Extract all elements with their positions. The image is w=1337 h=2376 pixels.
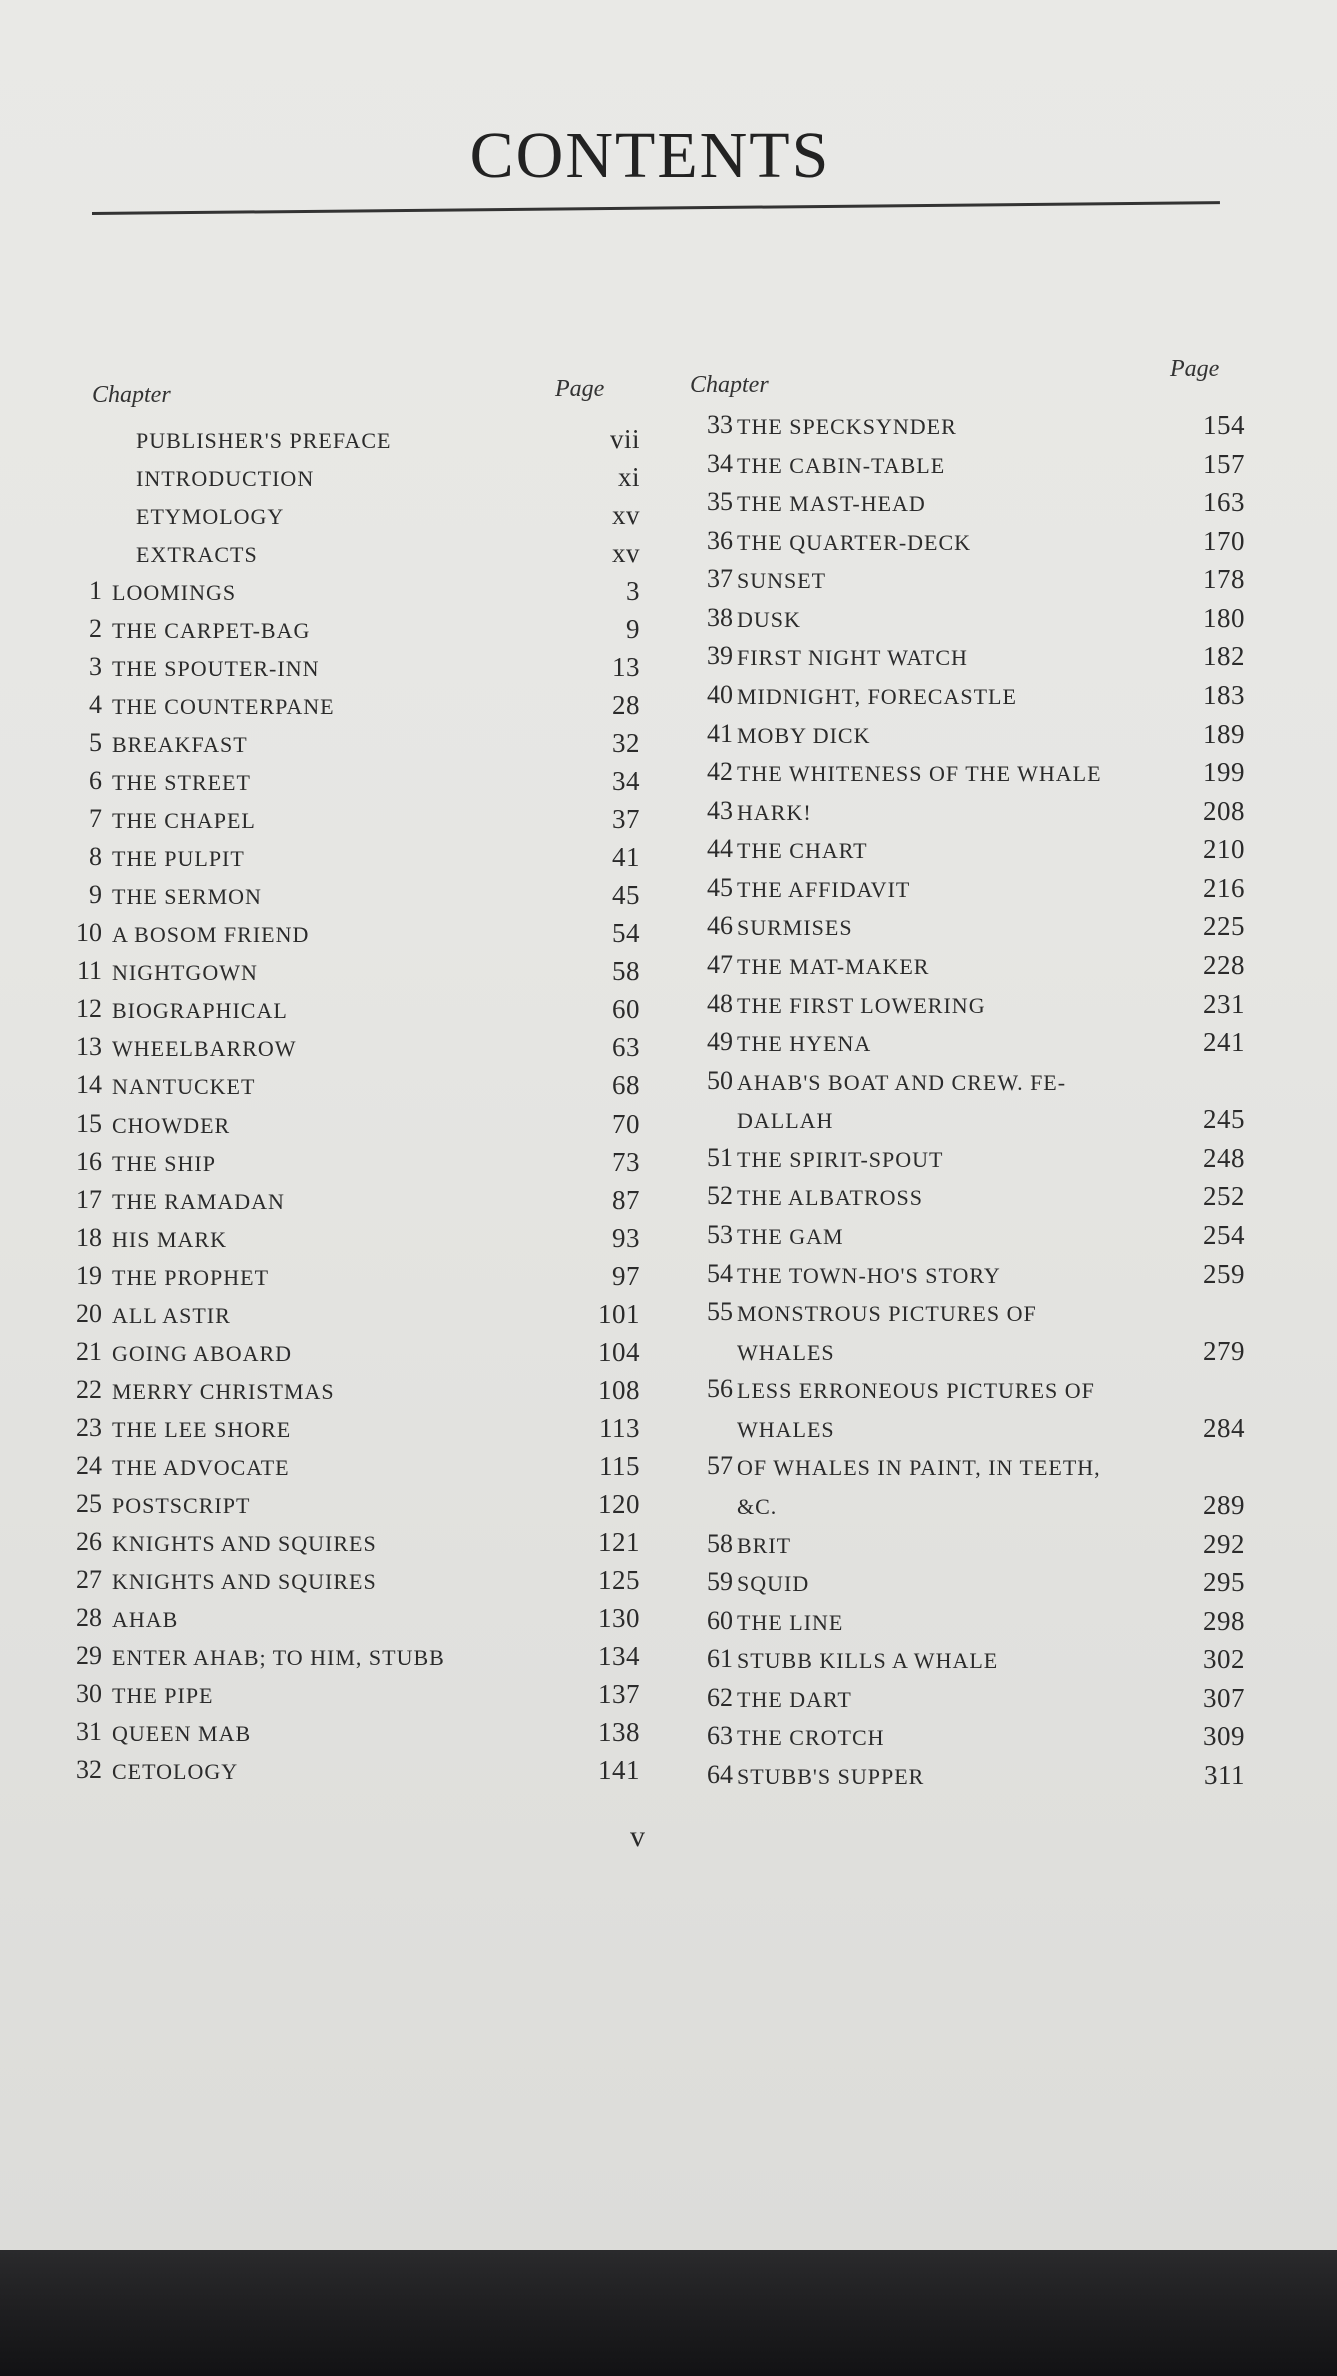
toc-entry <box>685 1143 1245 1179</box>
chapter-title: THE CHART <box>737 838 868 864</box>
page-number: xv <box>612 538 640 569</box>
chapter-title: BIOGRAPHICAL <box>112 998 288 1024</box>
chapter-number: 27 <box>76 1564 102 1594</box>
chapter-number: 14 <box>76 1070 102 1100</box>
page-number: 63 <box>612 1032 640 1063</box>
page-number: 115 <box>599 1450 640 1481</box>
page-number: 241 <box>1203 1027 1245 1058</box>
toc-entry <box>685 1413 1245 1449</box>
page-number: 104 <box>598 1336 640 1367</box>
chapter-title: OF WHALES IN PAINT, IN TEETH, <box>737 1455 1101 1481</box>
toc-entry <box>60 1337 640 1373</box>
chapter-number: 21 <box>76 1336 102 1366</box>
toc-entry <box>685 680 1245 716</box>
page-number: 182 <box>1203 641 1245 672</box>
toc-entry <box>60 728 640 764</box>
toc-entry <box>685 950 1245 986</box>
chapter-title: THE ADVOCATE <box>112 1454 290 1480</box>
chapter-number: 58 <box>707 1528 733 1558</box>
page-number: 134 <box>598 1640 640 1671</box>
chapter-title: CHOWDER <box>112 1112 231 1138</box>
chapter-number: 20 <box>76 1298 102 1328</box>
page-number: 68 <box>612 1070 640 1101</box>
toc-entry <box>685 487 1245 523</box>
chapter-number: 57 <box>707 1451 733 1481</box>
toc-entry <box>685 1644 1245 1680</box>
page-number: 137 <box>598 1678 640 1709</box>
page-header: Page <box>1170 356 1220 382</box>
chapter-number: 52 <box>707 1181 733 1211</box>
page-number: 154 <box>1203 410 1245 440</box>
page-number: 189 <box>1203 718 1245 749</box>
page-number: 228 <box>1203 950 1245 980</box>
toc-entry <box>685 603 1245 639</box>
page-number: 170 <box>1203 525 1245 556</box>
chapter-title: SQUID <box>737 1571 810 1597</box>
chapter-number: 39 <box>707 641 733 671</box>
chapter-number: 37 <box>707 564 733 594</box>
page-number: 157 <box>1203 448 1245 479</box>
page-number: 292 <box>1203 1528 1245 1559</box>
page-number: 28 <box>612 690 640 721</box>
toc-entry <box>60 1109 640 1145</box>
chapter-title: THE SERMON <box>112 884 262 910</box>
toc-entry <box>685 1181 1245 1217</box>
chapter-title: THE CARPET-BAG <box>112 618 311 644</box>
page-number: 41 <box>612 842 640 873</box>
chapter-number: 35 <box>707 487 733 517</box>
page-number: 93 <box>612 1222 640 1253</box>
toc-entry <box>685 796 1245 832</box>
toc-entry <box>60 1565 640 1601</box>
chapter-number: 46 <box>707 911 733 941</box>
page-number: 138 <box>598 1716 640 1747</box>
chapter-title: THE SPIRIT-SPOUT <box>737 1146 944 1172</box>
chapter-title: STUBB'S SUPPER <box>737 1764 925 1789</box>
chapter-number: 17 <box>76 1184 102 1214</box>
toc-entry <box>685 1104 1245 1140</box>
chapter-number: 43 <box>707 795 733 825</box>
page-number: xi <box>617 462 640 493</box>
chapter-title: CETOLOGY <box>112 1759 239 1784</box>
toc-entry <box>60 766 640 802</box>
chapter-number: 44 <box>707 834 733 864</box>
toc-entry <box>60 1679 640 1715</box>
chapter-title: THE WHITENESS OF THE WHALE <box>737 761 1102 787</box>
toc-entry <box>685 1297 1245 1333</box>
chapter-number: 26 <box>76 1526 102 1556</box>
page-number: 231 <box>1203 988 1245 1019</box>
chapter-title: THE STREET <box>112 770 251 796</box>
chapter-number: 60 <box>707 1605 733 1635</box>
page-number: 163 <box>1203 487 1245 518</box>
background-surface <box>0 2250 1337 2376</box>
toc-entry <box>60 956 640 992</box>
toc-entry <box>60 500 640 536</box>
chapter-number: 25 <box>76 1488 102 1518</box>
page-number: 252 <box>1203 1181 1245 1212</box>
page-number: 208 <box>1203 795 1245 826</box>
chapter-title: LOOMINGS <box>112 580 237 606</box>
chapter-number: 3 <box>89 652 102 682</box>
page-number: 259 <box>1203 1258 1245 1289</box>
toc-entry <box>685 1374 1245 1410</box>
chapter-number: 40 <box>707 680 733 709</box>
chapter-title: MERRY CHRISTMAS <box>112 1378 335 1404</box>
chapter-title: LESS ERRONEOUS PICTURES OF <box>737 1378 1095 1404</box>
chapter-number: 18 <box>76 1222 102 1252</box>
page-number: 279 <box>1203 1335 1245 1366</box>
chapter-number: 28 <box>76 1602 102 1632</box>
toc-entry <box>60 1261 640 1297</box>
toc-entry <box>60 1413 640 1449</box>
chapter-title: POSTSCRIPT <box>112 1492 251 1518</box>
chapter-number: 7 <box>89 804 102 834</box>
chapter-number: 11 <box>76 956 102 986</box>
chapter-title: THE COUNTERPANE <box>112 694 335 720</box>
toc-entry <box>60 994 640 1030</box>
toc-entry <box>60 1603 640 1639</box>
chapter-title: KNIGHTS AND SQUIRES <box>112 1530 377 1556</box>
toc-entry <box>685 873 1245 909</box>
toc-entry <box>685 911 1245 947</box>
chapter-number: 2 <box>89 614 102 644</box>
chapter-title: WHALES <box>737 1339 835 1365</box>
toc-entry <box>60 1185 640 1221</box>
chapter-title: DUSK <box>737 606 801 632</box>
page-header: Page <box>555 376 605 402</box>
page-number: vii <box>609 424 640 454</box>
chapter-title: THE MAST-HEAD <box>737 491 926 517</box>
chapter-title: BREAKFAST <box>112 732 248 758</box>
chapter-title: AHAB'S BOAT AND CREW. FE- <box>737 1069 1067 1095</box>
chapter-number: 34 <box>707 448 733 478</box>
chapter-title: THE MAT-MAKER <box>737 954 930 979</box>
chapter-number: 48 <box>707 988 733 1018</box>
page-number: 309 <box>1203 1721 1245 1752</box>
chapter-title: THE LEE SHORE <box>112 1416 292 1442</box>
toc-entry <box>685 757 1245 793</box>
chapter-number: 30 <box>76 1678 102 1708</box>
chapter-number: 9 <box>89 880 102 910</box>
chapter-title: EXTRACTS <box>136 542 258 568</box>
chapter-title: MONSTROUS PICTURES OF <box>737 1301 1037 1327</box>
chapter-number: 12 <box>76 994 102 1024</box>
page-number: 248 <box>1203 1142 1245 1173</box>
page-number: 307 <box>1203 1682 1245 1713</box>
toc-entry <box>60 842 640 878</box>
chapter-number: 36 <box>707 525 733 555</box>
chapter-title: THE PIPE <box>112 1682 214 1708</box>
chapter-number: 49 <box>707 1027 733 1057</box>
chapter-number: 45 <box>707 872 733 902</box>
chapter-number: 10 <box>76 918 102 948</box>
toc-entry <box>685 641 1245 677</box>
page-title: CONTENTS <box>469 119 831 192</box>
chapter-number: 24 <box>76 1450 102 1480</box>
chapter-title: WHALES <box>737 1416 835 1442</box>
chapter-title: THE LINE <box>737 1609 844 1635</box>
chapter-title: THE TOWN-HO'S STORY <box>737 1262 1001 1288</box>
chapter-title: THE GAM <box>737 1224 844 1249</box>
toc-entry <box>60 1299 640 1335</box>
chapter-number: 63 <box>707 1721 733 1751</box>
chapter-number: 54 <box>707 1258 733 1288</box>
page-number: 121 <box>598 1526 640 1557</box>
chapter-title: THE DART <box>737 1686 852 1712</box>
toc-entry <box>685 1490 1245 1526</box>
chapter-title: ETYMOLOGY <box>136 504 285 530</box>
chapter-number: 19 <box>76 1260 102 1290</box>
chapter-title: INTRODUCTION <box>136 466 315 492</box>
chapter-title: THE CROTCH <box>737 1725 885 1751</box>
toc-entry <box>60 1755 640 1791</box>
chapter-title: FIRST NIGHT WATCH <box>737 645 968 671</box>
chapter-title: BRIT <box>737 1532 792 1558</box>
chapter-title: WHEELBARROW <box>112 1036 297 1062</box>
toc-entry <box>685 410 1245 446</box>
page-number: 245 <box>1203 1104 1245 1135</box>
page-number: 73 <box>612 1146 640 1177</box>
toc-entry <box>685 1451 1245 1487</box>
page-number: 13 <box>612 652 640 683</box>
page-number: 210 <box>1203 834 1245 865</box>
page-number: 70 <box>612 1108 640 1139</box>
page-number: 58 <box>612 956 640 987</box>
page-number: 302 <box>1203 1644 1245 1675</box>
toc-entry <box>685 1027 1245 1063</box>
chapter-title: DALLAH <box>737 1108 834 1134</box>
toc-entry <box>60 918 640 954</box>
chapter-title: THE CHAPEL <box>112 808 256 834</box>
toc-entry <box>60 1223 640 1259</box>
page-number: 60 <box>612 994 640 1025</box>
page-number: 295 <box>1203 1567 1245 1598</box>
page-number: 183 <box>1203 680 1245 710</box>
chapter-header: Chapter <box>92 382 171 408</box>
chapter-number: 16 <box>76 1146 102 1176</box>
chapter-title: THE FIRST LOWERING <box>737 992 986 1018</box>
page-number: 284 <box>1203 1412 1245 1443</box>
toc-entry <box>685 1683 1245 1719</box>
page-number: 45 <box>612 880 640 911</box>
page-number: 225 <box>1203 911 1245 942</box>
page-number: 125 <box>598 1564 640 1595</box>
toc-entry <box>60 1717 640 1753</box>
toc-entry <box>685 719 1245 755</box>
page-number: 108 <box>598 1374 640 1405</box>
chapter-title: STUBB KILLS A WHALE <box>737 1648 999 1674</box>
chapter-title: NANTUCKET <box>112 1074 256 1100</box>
chapter-title: THE RAMADAN <box>112 1188 285 1214</box>
chapter-number: 56 <box>707 1374 733 1404</box>
toc-entry <box>60 1489 640 1525</box>
chapter-number: 62 <box>707 1682 733 1712</box>
toc-entry <box>60 1527 640 1563</box>
chapter-title: THE SPOUTER-INN <box>112 656 320 682</box>
chapter-title: HARK! <box>737 799 812 825</box>
page-number: 97 <box>612 1260 640 1291</box>
chapter-number: 42 <box>707 757 733 787</box>
page-number: 113 <box>599 1412 640 1443</box>
toc-entry <box>60 652 640 688</box>
chapter-title: THE PULPIT <box>112 846 245 872</box>
toc-entry <box>685 564 1245 600</box>
chapter-header: Chapter <box>690 372 769 398</box>
chapter-number: 13 <box>76 1032 102 1062</box>
page-folio: v <box>630 1820 645 1853</box>
chapter-title: THE SHIP <box>112 1150 216 1176</box>
toc-entry <box>60 1070 640 1106</box>
chapter-number: 32 <box>76 1755 102 1784</box>
page-number: 141 <box>598 1755 640 1785</box>
title-rule <box>92 201 1220 215</box>
toc-entry <box>60 424 640 460</box>
chapter-number: 64 <box>707 1760 733 1789</box>
chapter-title: QUEEN MAB <box>112 1720 252 1746</box>
chapter-number: 51 <box>707 1142 733 1172</box>
toc-entry <box>685 989 1245 1025</box>
chapter-number: 41 <box>707 718 733 748</box>
chapter-title: KNIGHTS AND SQUIRES <box>112 1568 377 1594</box>
toc-entry <box>685 1066 1245 1102</box>
toc-entry <box>60 1375 640 1411</box>
chapter-title: THE PROPHET <box>112 1264 270 1290</box>
toc-entry <box>685 449 1245 485</box>
chapter-number: 31 <box>76 1716 102 1746</box>
toc-entry <box>60 1147 640 1183</box>
page-number: 101 <box>598 1298 640 1329</box>
toc-entry <box>60 804 640 840</box>
toc-entry <box>60 614 640 650</box>
page-number: 254 <box>1203 1220 1245 1250</box>
chapter-number: 61 <box>707 1644 733 1674</box>
toc-entry <box>60 538 640 574</box>
page-number: 34 <box>612 766 640 797</box>
chapter-title: THE HYENA <box>737 1031 872 1057</box>
chapter-title: THE CABIN-TABLE <box>737 452 946 478</box>
chapter-title: NIGHTGOWN <box>112 960 258 986</box>
chapter-title: GOING ABOARD <box>112 1340 293 1366</box>
page-number: 180 <box>1203 602 1245 633</box>
chapter-title: THE SPECKSYNDER <box>737 414 957 439</box>
toc-entry <box>60 690 640 726</box>
toc-entry <box>60 880 640 916</box>
toc-entry <box>685 1721 1245 1757</box>
chapter-number: 15 <box>76 1108 102 1138</box>
page-number: 289 <box>1203 1490 1245 1520</box>
page-number: 3 <box>626 576 640 607</box>
toc-entry <box>60 1451 640 1487</box>
chapter-number: 4 <box>89 690 102 720</box>
chapter-number: 29 <box>76 1640 102 1670</box>
page-number: 199 <box>1203 757 1245 788</box>
toc-entry <box>60 1641 640 1677</box>
chapter-number: 53 <box>707 1220 733 1249</box>
chapter-title: THE QUARTER-DECK <box>737 529 972 555</box>
chapter-title: MIDNIGHT, FORECASTLE <box>737 684 1017 709</box>
chapter-number: 6 <box>89 766 102 796</box>
toc-entry <box>685 1760 1245 1796</box>
page-number: 9 <box>626 614 640 645</box>
chapter-number: 47 <box>707 950 733 979</box>
toc-entry <box>685 1259 1245 1295</box>
chapter-title: &C. <box>737 1494 778 1519</box>
chapter-number: 5 <box>89 728 102 758</box>
chapter-number: 38 <box>707 602 733 632</box>
toc-entry <box>60 1032 640 1068</box>
chapter-title: ALL ASTIR <box>112 1302 231 1328</box>
page-number: 311 <box>1204 1760 1245 1790</box>
chapter-number: 59 <box>707 1567 733 1597</box>
chapter-title: ENTER AHAB; TO HIM, STUBB <box>112 1644 445 1670</box>
toc-entry <box>685 1336 1245 1372</box>
chapter-title: A BOSOM FRIEND <box>112 922 310 948</box>
page-number: 178 <box>1203 564 1245 595</box>
chapter-number: 22 <box>76 1374 102 1404</box>
page-number: 216 <box>1203 872 1245 903</box>
page-number: 37 <box>612 804 640 835</box>
chapter-title: MOBY DICK <box>737 722 871 748</box>
chapter-title: PUBLISHER'S PREFACE <box>136 428 392 453</box>
toc-entry <box>685 1567 1245 1603</box>
page-number: 32 <box>612 728 640 759</box>
page-number: xv <box>612 500 640 531</box>
toc-entry <box>685 1220 1245 1256</box>
chapter-title: HIS MARK <box>112 1226 227 1252</box>
chapter-title: THE ALBATROSS <box>737 1185 923 1211</box>
chapter-number: 55 <box>707 1297 733 1327</box>
page-number: 120 <box>598 1488 640 1519</box>
chapter-title: THE AFFIDAVIT <box>737 876 911 902</box>
chapter-number: 50 <box>707 1065 733 1095</box>
chapter-title: SUNSET <box>737 568 827 594</box>
page-number: 54 <box>612 918 640 949</box>
toc-entry <box>60 576 640 612</box>
toc-entry <box>685 1606 1245 1642</box>
chapter-title: AHAB <box>112 1606 179 1632</box>
chapter-number: 8 <box>89 842 102 872</box>
toc-entry <box>60 462 640 498</box>
page-number: 298 <box>1203 1605 1245 1636</box>
chapter-number: 1 <box>89 576 102 606</box>
chapter-title: SURMISES <box>737 915 853 941</box>
chapter-number: 33 <box>707 410 733 439</box>
chapter-number: 23 <box>76 1412 102 1442</box>
page-number: 130 <box>598 1602 640 1633</box>
toc-entry <box>685 526 1245 562</box>
toc-entry <box>685 834 1245 870</box>
toc-entry <box>685 1529 1245 1565</box>
page-number: 87 <box>612 1184 640 1215</box>
